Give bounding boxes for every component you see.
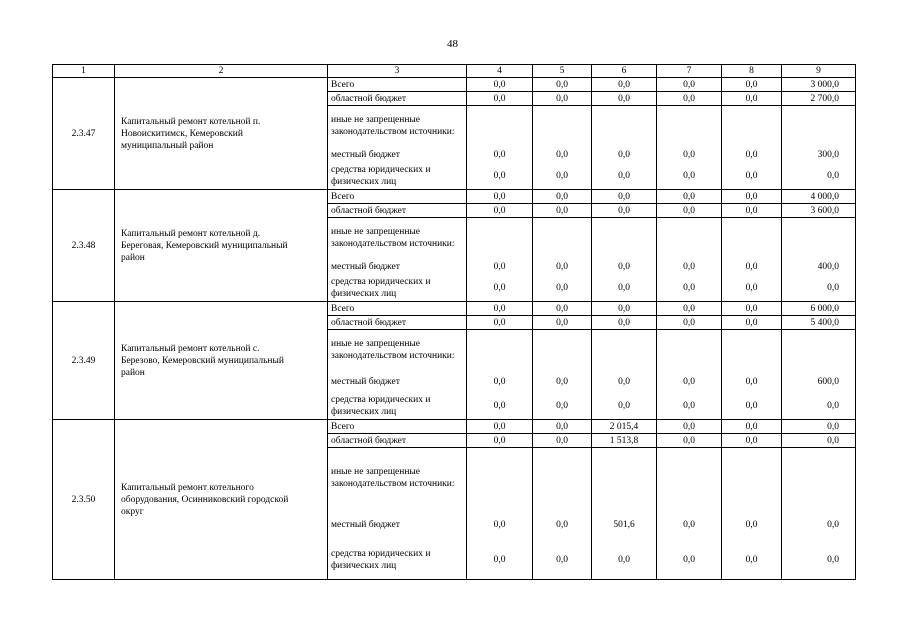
value-cell: 0,0 — [782, 420, 856, 434]
value-cell: 0,0 — [722, 370, 782, 394]
value-cell — [592, 448, 657, 508]
source-label: областной бюджет — [328, 92, 467, 106]
source-label: иные не запрещенные законодательством источники: — [328, 448, 467, 508]
item-name — [115, 190, 328, 302]
value-cell — [657, 330, 722, 370]
value-cell: 0,0 — [657, 92, 722, 106]
source-label: Всего — [328, 420, 467, 434]
value-cell: 300,0 — [782, 146, 856, 164]
value-cell: 0,0 — [782, 394, 856, 420]
value-cell: 0,0 — [592, 542, 657, 580]
value-cell — [592, 218, 657, 258]
row-total — [53, 420, 856, 434]
value-cell: 0,0 — [592, 190, 657, 204]
value-cell: 0,0 — [467, 434, 533, 448]
value-cell: 0,0 — [533, 164, 592, 190]
value-cell: 0,0 — [533, 302, 592, 316]
value-cell: 0,0 — [592, 276, 657, 302]
value-cell — [782, 106, 856, 146]
value-cell: 0,0 — [467, 146, 533, 164]
value-cell: 1 513,8 — [592, 434, 657, 448]
source-label: областной бюджет — [328, 316, 467, 330]
value-cell: 0,0 — [657, 78, 722, 92]
value-cell: 0,0 — [722, 190, 782, 204]
source-label: Всего — [328, 190, 467, 204]
value-cell: 0,0 — [782, 508, 856, 542]
value-cell — [533, 448, 592, 508]
value-cell: 4 000,0 — [782, 190, 856, 204]
value-cell: 0,0 — [592, 204, 657, 218]
value-cell — [657, 448, 722, 508]
value-cell — [722, 330, 782, 370]
header-cell: 5 — [533, 65, 592, 78]
value-cell: 0,0 — [592, 78, 657, 92]
value-cell: 0,0 — [657, 434, 722, 448]
value-cell: 0,0 — [467, 92, 533, 106]
source-label: средства юридических и физических лиц — [328, 394, 467, 420]
value-cell: 0,0 — [592, 302, 657, 316]
source-label: Всего — [328, 302, 467, 316]
value-cell: 0,0 — [722, 508, 782, 542]
item-name-text: Капитальный ремонт котельного оборудования, Осинниковский городской округ — [121, 482, 289, 517]
value-cell: 3 600,0 — [782, 204, 856, 218]
value-cell: 2 700,0 — [782, 92, 856, 106]
value-cell: 0,0 — [467, 164, 533, 190]
item-name-text: Капитальный ремонт котельной д. Береговая, Кемеровский муниципальный район — [121, 228, 288, 263]
value-cell: 0,0 — [467, 394, 533, 420]
value-cell: 0,0 — [657, 258, 722, 276]
page-number: 48 — [447, 38, 458, 50]
value-cell: 0,0 — [592, 164, 657, 190]
value-cell: 0,0 — [782, 434, 856, 448]
source-label: Всего — [328, 78, 467, 92]
value-cell: 0,0 — [782, 164, 856, 190]
value-cell: 0,0 — [533, 508, 592, 542]
value-cell — [533, 218, 592, 258]
value-cell: 0,0 — [722, 394, 782, 420]
value-cell — [467, 448, 533, 508]
value-cell — [782, 448, 856, 508]
value-cell: 0,0 — [657, 146, 722, 164]
header-cell: 3 — [328, 65, 467, 78]
value-cell: 0,0 — [592, 146, 657, 164]
value-cell: 0,0 — [657, 508, 722, 542]
value-cell: 0,0 — [657, 394, 722, 420]
header-cell: 6 — [592, 65, 657, 78]
value-cell: 0,0 — [467, 276, 533, 302]
value-cell: 600,0 — [782, 370, 856, 394]
value-cell: 0,0 — [533, 258, 592, 276]
value-cell: 0,0 — [722, 276, 782, 302]
value-cell — [722, 218, 782, 258]
source-label: средства юридических и физических лиц — [328, 164, 467, 190]
source-label: местный бюджет — [328, 258, 467, 276]
value-cell: 0,0 — [722, 204, 782, 218]
row-total — [53, 302, 856, 316]
value-cell: 0,0 — [592, 394, 657, 420]
source-label: иные не запрещенные законодательством источники: — [328, 106, 467, 146]
source-label: местный бюджет — [328, 370, 467, 394]
header-cell: 4 — [467, 65, 533, 78]
value-cell — [782, 330, 856, 370]
header-cell: 2 — [115, 65, 328, 78]
header-cell: 9 — [782, 65, 856, 78]
value-cell: 0,0 — [722, 78, 782, 92]
header-cell: 1 — [53, 65, 115, 78]
value-cell: 0,0 — [467, 420, 533, 434]
item-name-text: Капитальный ремонт котельной п. Новоискитимск, Кемеровский муниципальный район — [121, 116, 261, 151]
value-cell: 0,0 — [722, 164, 782, 190]
value-cell — [467, 106, 533, 146]
value-cell: 0,0 — [657, 302, 722, 316]
value-cell: 0,0 — [722, 420, 782, 434]
header-row — [53, 65, 856, 78]
source-label: областной бюджет — [328, 204, 467, 218]
value-cell: 0,0 — [592, 316, 657, 330]
value-cell: 0,0 — [533, 276, 592, 302]
source-label: иные не запрещенные законодательством источники: — [328, 218, 467, 258]
value-cell — [467, 330, 533, 370]
value-cell: 0,0 — [533, 420, 592, 434]
value-cell: 501,6 — [592, 508, 657, 542]
value-cell — [592, 330, 657, 370]
source-label: средства юридических и физических лиц — [328, 276, 467, 302]
value-cell: 0,0 — [533, 394, 592, 420]
source-label: местный бюджет — [328, 146, 467, 164]
value-cell — [722, 106, 782, 146]
value-cell: 0,0 — [782, 542, 856, 580]
value-cell: 0,0 — [467, 190, 533, 204]
value-cell: 0,0 — [533, 542, 592, 580]
value-cell: 0,0 — [467, 204, 533, 218]
value-cell: 0,0 — [533, 190, 592, 204]
value-cell: 0,0 — [722, 542, 782, 580]
value-cell: 0,0 — [467, 302, 533, 316]
value-cell: 0,0 — [657, 542, 722, 580]
item-code: 2.3.50 — [53, 420, 115, 580]
value-cell — [533, 106, 592, 146]
item-name — [115, 302, 328, 420]
value-cell: 0,0 — [533, 370, 592, 394]
value-cell: 0,0 — [533, 146, 592, 164]
value-cell: 0,0 — [657, 190, 722, 204]
header-cell: 8 — [722, 65, 782, 78]
value-cell: 0,0 — [467, 316, 533, 330]
value-cell — [467, 218, 533, 258]
value-cell: 0,0 — [657, 370, 722, 394]
value-cell: 400,0 — [782, 258, 856, 276]
value-cell: 2 015,4 — [592, 420, 657, 434]
value-cell — [657, 218, 722, 258]
item-name — [115, 78, 328, 190]
item-name — [115, 420, 328, 580]
source-label: средства юридических и физических лиц — [328, 542, 467, 580]
value-cell: 0,0 — [533, 434, 592, 448]
value-cell: 0,0 — [533, 316, 592, 330]
source-label: иные не запрещенные законодательством источники: — [328, 330, 467, 370]
value-cell: 6 000,0 — [782, 302, 856, 316]
header-cell: 7 — [657, 65, 722, 78]
value-cell: 5 400,0 — [782, 316, 856, 330]
value-cell: 0,0 — [467, 370, 533, 394]
value-cell: 0,0 — [657, 420, 722, 434]
value-cell: 0,0 — [533, 78, 592, 92]
value-cell: 0,0 — [722, 316, 782, 330]
value-cell — [657, 106, 722, 146]
item-code: 2.3.48 — [53, 190, 115, 302]
value-cell: 0,0 — [467, 542, 533, 580]
value-cell — [722, 448, 782, 508]
value-cell: 0,0 — [722, 434, 782, 448]
item-code: 2.3.49 — [53, 302, 115, 420]
value-cell: 0,0 — [657, 204, 722, 218]
value-cell: 0,0 — [782, 276, 856, 302]
value-cell: 0,0 — [467, 508, 533, 542]
source-label: местный бюджет — [328, 508, 467, 542]
value-cell: 0,0 — [657, 276, 722, 302]
value-cell: 0,0 — [533, 92, 592, 106]
value-cell: 0,0 — [722, 302, 782, 316]
row-total — [53, 190, 856, 204]
item-name-text: Капитальный ремонт котельной с. Березово, Кемеровский муниципальный район — [121, 343, 284, 378]
source-label: областной бюджет — [328, 434, 467, 448]
value-cell — [533, 330, 592, 370]
value-cell: 0,0 — [722, 258, 782, 276]
item-code: 2.3.47 — [53, 78, 115, 190]
budget-table — [52, 64, 856, 580]
value-cell: 0,0 — [467, 258, 533, 276]
value-cell: 0,0 — [722, 146, 782, 164]
value-cell: 0,0 — [533, 204, 592, 218]
value-cell: 0,0 — [592, 258, 657, 276]
value-cell — [782, 218, 856, 258]
value-cell: 0,0 — [592, 92, 657, 106]
value-cell — [592, 106, 657, 146]
value-cell: 0,0 — [722, 92, 782, 106]
value-cell: 0,0 — [657, 316, 722, 330]
value-cell: 0,0 — [592, 370, 657, 394]
value-cell: 0,0 — [657, 164, 722, 190]
value-cell: 3 000,0 — [782, 78, 856, 92]
row-total — [53, 78, 856, 92]
value-cell: 0,0 — [467, 78, 533, 92]
